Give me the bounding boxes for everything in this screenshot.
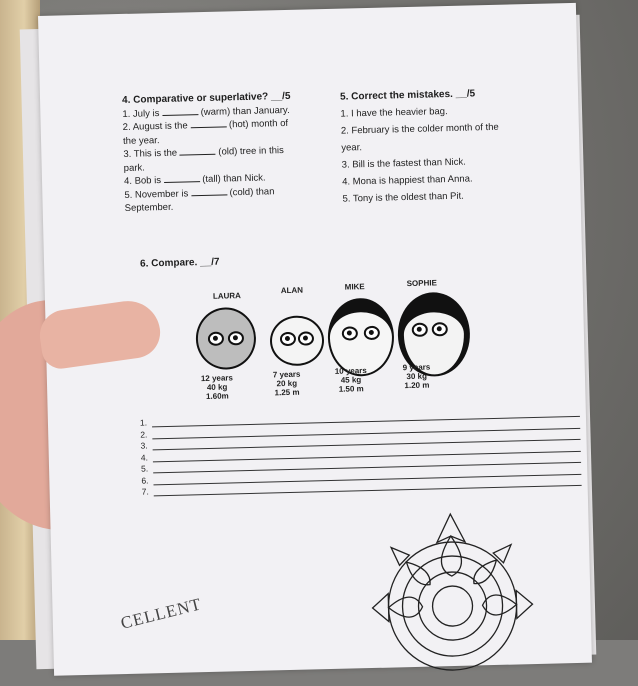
- name-mike: MIKE: [344, 282, 365, 292]
- sophie-stats: 9 years 30 kg 1.20 m: [402, 362, 431, 391]
- laura-stats: 12 years 40 kg 1.60m: [200, 373, 234, 402]
- s4-item-2: 2. August is the (hot) month of: [122, 117, 289, 133]
- answer-line-4: 4.: [141, 441, 581, 463]
- name-sophie: SOPHIE: [406, 278, 437, 289]
- s5-item-3: 3. Bill is the fastest than Nick.: [341, 156, 466, 171]
- section-5: [340, 83, 563, 207]
- s4-item-2-cont: the year.: [122, 134, 160, 147]
- s4-item-3: 3. This is the (old) tree in this: [123, 145, 284, 160]
- section-6-title: 6. Compare. __/7: [139, 256, 220, 270]
- s5-item-1: 1. I have the heavier bag.: [340, 106, 448, 120]
- excellent-stamp: CELLENT: [118, 594, 204, 633]
- s4-item-3-cont: park.: [123, 161, 145, 174]
- s4-item-5: 5. November is (cold) than: [124, 185, 275, 201]
- answer-line-3: 3.: [140, 430, 580, 452]
- s5-item-2: 2. February is the colder month of the: [340, 121, 499, 137]
- s5-item-2-cont: year.: [341, 142, 363, 154]
- answer-line-1: 1.: [140, 407, 580, 429]
- section-4: [122, 89, 325, 215]
- alan-stats: 7 years 20 kg 1.25 m: [272, 369, 301, 398]
- section-5-title: 5. Correct the mistakes. __/5: [339, 88, 476, 103]
- s4-item-4: 4. Bob is (tall) than Nick.: [123, 172, 266, 187]
- name-alan: ALAN: [280, 285, 304, 296]
- answer-line-7: 7.: [142, 476, 582, 498]
- s5-item-4: 4. Mona is happiest than Anna.: [342, 173, 473, 188]
- laura-face-icon: [195, 307, 256, 370]
- name-laura: LAURA: [212, 291, 242, 301]
- s4-item-1: 1. July is (warm) than January.: [122, 104, 290, 120]
- section-4-title: 4. Comparative or superlative? __/5: [121, 90, 291, 106]
- s4-item-5-cont: September.: [124, 201, 174, 214]
- answer-line-5: 5.: [141, 453, 581, 475]
- answer-line-6: 6.: [141, 464, 581, 486]
- mandala-icon: [350, 504, 554, 679]
- mike-face-icon: [327, 297, 395, 377]
- answer-lines: [140, 407, 582, 498]
- alan-face-icon: [269, 315, 324, 366]
- s5-item-5: 5. Tony is the oldest than Pit.: [342, 190, 464, 205]
- mike-stats: 10 years 45 kg 1.50 m: [334, 366, 367, 394]
- answer-line-2: 2.: [140, 418, 580, 440]
